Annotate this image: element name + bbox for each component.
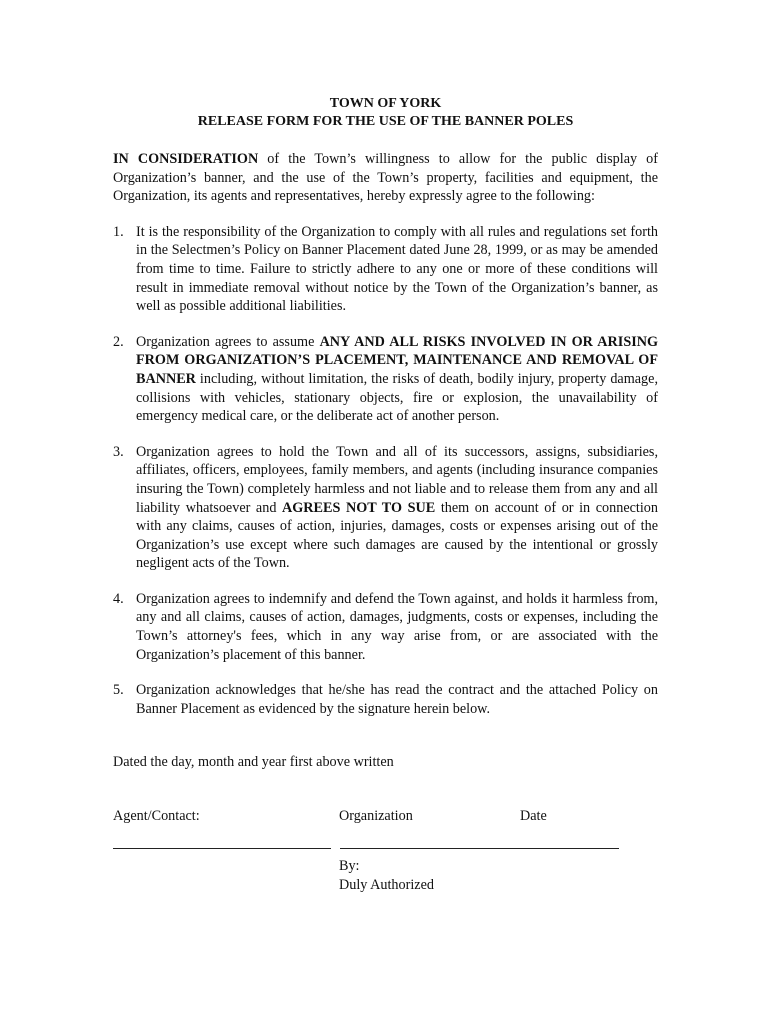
clause-number: 1. [113, 223, 124, 240]
signature-lines [113, 848, 658, 852]
clause-text-bold: AGREES NOT TO SUE [282, 499, 436, 516]
dated-statement: Dated the day, month and year first above written [113, 754, 394, 771]
clause-number: 3. [113, 443, 124, 460]
clause-text-post: them on account of or in connection with any claims, causes of action, injuries, damages, costs or expenses arising out of the Organization’s use except where such damages are caused by the intentional or grossly negligent acts of the Town. [136, 499, 658, 572]
clause-number: 5. [113, 682, 124, 699]
organization-signature-line[interactable] [340, 848, 619, 849]
by-block [339, 857, 658, 894]
clause-1 [113, 223, 658, 316]
consideration-lead: IN CONSIDERATION [113, 151, 259, 167]
clause-text: Organization agrees to indemnify and defend the Town against, and holds it harmless from, any and all claims, causes of action, damages, judgments, costs or expenses, including the Town’s attorney's fees, which in any way arise from, or are associated with the Organization’s placement of this banner. [136, 590, 658, 663]
clause-number: 2. [113, 333, 124, 350]
signature-labels [113, 807, 658, 827]
clause-number: 4. [113, 590, 124, 607]
clause-text: It is the responsibility of the Organization to comply with all rules and regulations set forth in the Selectmen’s Policy on Banner Placement dated June 28, 1999, or as may be amended from time to time. Failure to strictly adhere to any one or more of these conditions will result in immediate removal without notice by the Town of the Organization’s banner, as well as possible additional liabilities. [136, 223, 658, 315]
clause-2 [113, 333, 658, 426]
organization-label: Organization [339, 808, 413, 825]
clause-text-post: including, without limitation, the risks of death, bodily injury, property damage, collisions with vehicles, stationary objects, fire or explosion, the unavailability of emergency medical care, or the deliberate act of another person. [136, 370, 658, 425]
clause-5 [113, 681, 658, 718]
agent-contact-label: Agent/Contact: [113, 808, 200, 825]
consideration-paragraph [113, 150, 658, 206]
duly-authorized-label: Duly Authorized [339, 876, 434, 893]
document-heading [113, 95, 658, 131]
clause-text-pre: Organization agrees to assume [136, 333, 320, 350]
clause-3 [113, 443, 658, 573]
consideration-text: of the Town’s willingness to allow for the public display of Organization’s banner, and the use of the Town’s property, facilities and equipment, the Organization, its agents and representatives, hereby expressly agree to the following: [113, 151, 658, 205]
release-form-page [113, 95, 658, 894]
clause-text-pre: Organization agrees to hold the Town and all of its successors, assigns, subsidiaries, affiliates, officers, employees, family members, and agents (including insurance companies insuring the Town) completely harmless and not liable and to release them from any and all liability whatsoever and [136, 443, 658, 516]
clause-4 [113, 590, 658, 664]
town-title: TOWN OF YORK [329, 96, 442, 111]
date-label: Date [520, 808, 547, 825]
clause-text-bold: ANY AND ALL RISKS INVOLVED IN OR ARISING FROM ORGANIZATION’S PLACEMENT, MAINTENANCE AND REMOVAL OF BANNER [136, 333, 659, 387]
clause-text: Organization acknowledges that he/she has read the contract and the attached Policy on Banner Placement as evidenced by the signature herein below. [136, 682, 658, 717]
agent-signature-line[interactable] [113, 848, 331, 849]
clause-list [113, 223, 658, 719]
form-title: RELEASE FORM FOR THE USE OF THE BANNER POLES [197, 114, 574, 129]
by-label: By: [339, 858, 360, 875]
